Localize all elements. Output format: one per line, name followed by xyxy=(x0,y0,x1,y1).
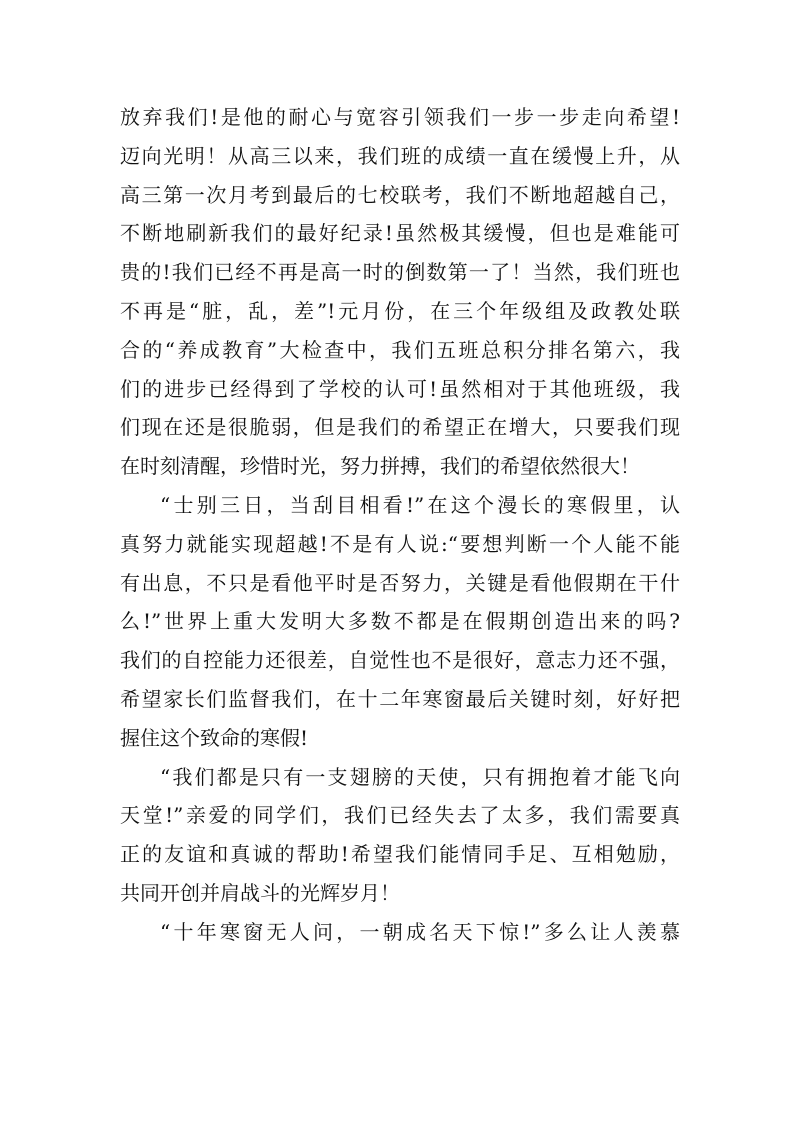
text-line: 不断地刷新我们的最好纪录!虽然极其缓慢，但也是难能可 xyxy=(120,221,680,246)
text-line: “我们都是只有一支翅膀的天使，只有拥抱着才能飞向 xyxy=(160,764,680,789)
text-line: 希望家长们监督我们，在十二年寒窗最后关键时刻，好好把 xyxy=(120,686,680,711)
text-line: 真努力就能实现超越!不是有人说:“要想判断一个人能不能 xyxy=(120,531,680,556)
text-line: 们现在还是很脆弱，但是我们的希望正在增大，只要我们现 xyxy=(120,415,680,440)
text-line: 么!”世界上重大发明大多数不都是在假期创造出来的吗? xyxy=(120,609,680,634)
text-line: 们的进步已经得到了学校的认可!虽然相对于其他班级，我 xyxy=(120,376,680,401)
text-line: “士别三日，当刮目相看!”在这个漫长的寒假里，认 xyxy=(160,492,680,517)
text-line: 有出息，不只是看他平时是否努力，关键是看他假期在干什 xyxy=(120,570,680,595)
text-line: 合的“养成教育”大检查中，我们五班总积分排名第六，我 xyxy=(120,337,680,362)
text-line: 握住这个致命的寒假! xyxy=(120,725,309,750)
body-text xyxy=(120,98,680,952)
text-line: 我们的自控能力还很差，自觉性也不是很好，意志力还不强， xyxy=(120,648,680,673)
text-line: 正的友谊和真诚的帮助!希望我们能情同手足、互相勉励， xyxy=(120,842,680,867)
text-line: 放弃我们!是他的耐心与宽容引领我们一步一步走向希望! xyxy=(120,105,680,129)
text-line: “十年寒窗无人问，一朝成名天下惊!”多么让人羡慕 xyxy=(160,919,680,944)
text-line: 贵的!我们已经不再是高一时的倒数第一了！当然，我们班也 xyxy=(120,260,680,285)
text-line: 在时刻清醒，珍惜时光，努力拼搏，我们的希望依然很大！ xyxy=(120,454,640,479)
text-line: 迈向光明！从高三以来，我们班的成绩一直在缓慢上升，从 xyxy=(120,143,680,168)
text-line: 天堂!”亲爱的同学们，我们已经失去了太多，我们需要真 xyxy=(120,803,680,828)
text-line: 高三第一次月考到最后的七校联考，我们不断地超越自己， xyxy=(120,182,680,207)
text-line: 共同开创并肩战斗的光辉岁月！ xyxy=(120,880,400,905)
text-line: 不再是“脏，乱，差”!元月份，在三个年级组及政教处联 xyxy=(120,298,680,323)
